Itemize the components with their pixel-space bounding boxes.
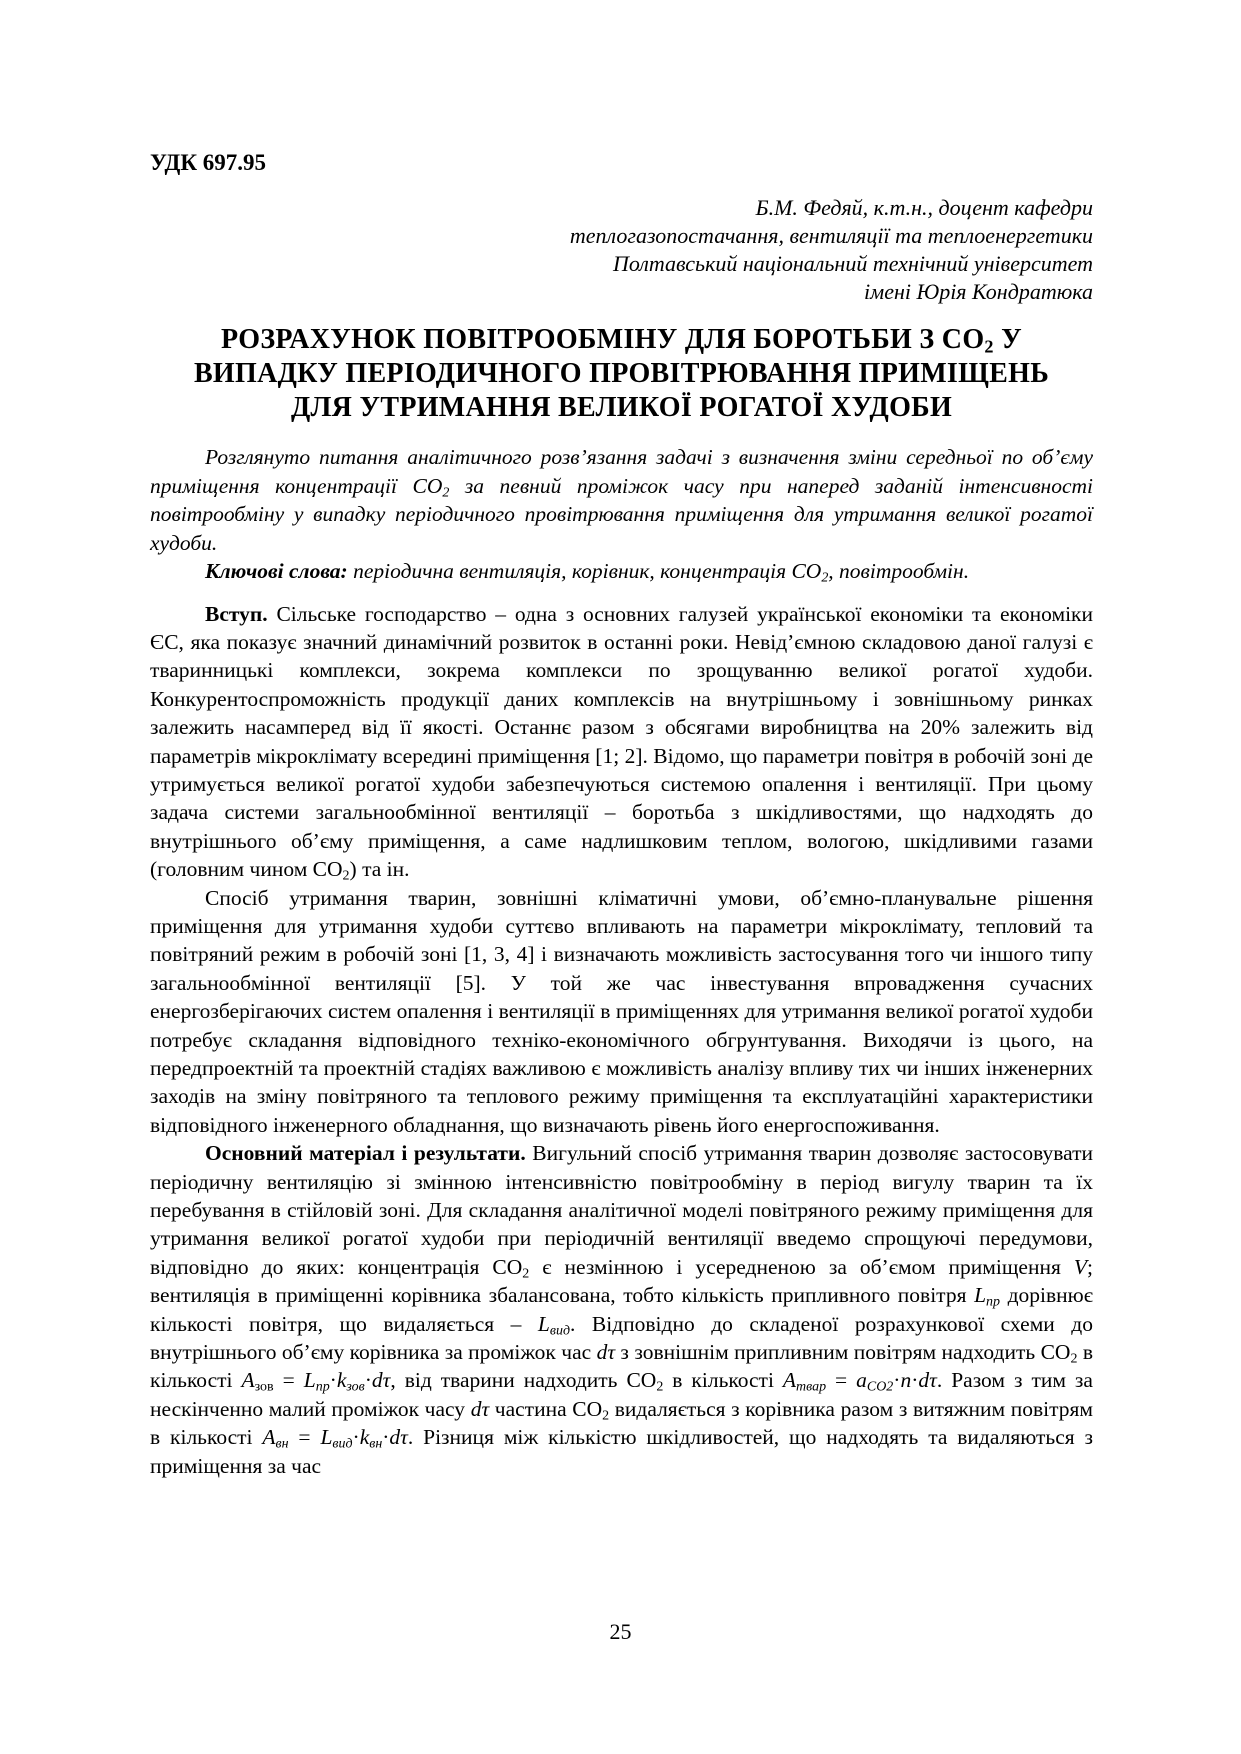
byline-line: теплогазопостачання, вентиляції та теплоенергетики — [569, 223, 1093, 248]
author-block — [150, 194, 1093, 306]
byline-line: Б.М. Федяй, к.т.н., доцент кафедри — [755, 195, 1093, 220]
paragraph: Вступ. Сільське господарство – одна з основних галузей української економіки та економіки ЄС, яка показує значний динамічний розвиток в останні роки. Невід’ємною складовою даної галузі є тваринницькі комплекси, зокрема комплекси по зрощуванню великої рогатої худоби. Конкурентоспроможність продукції даних комплексів на внутрішньому і зовнішньому ринках залежить насамперед від її якості. Останнє разом з обсягами виробництва на 20% залежить від параметрів мікроклімату всередині приміщення [1; 2]. Відомо, що параметри повітря в робочій зоні де утримується великої рогатої худоби забезпечуються системою опалення і вентиляції. При цьому задача системи загальнообмінної вентиляції – боротьба з шкідливостями, що надходять до внутрішнього об’єму приміщення, а саме надлишковим теплом, вологою, шкідливими газами (головним чином $CO_2$) та ін. — [150, 601, 1093, 884]
title-line: РОЗРАХУНОК ПОВІТРООБМІНУ ДЛЯ БОРОТЬБИ З $CO_2$ У — [221, 324, 1022, 357]
paragraph: Основний матеріал і результати. Вигульний спосіб утримання тварин дозволяє застосовувати періодичну вентиляцію зі змінною інтенсивністю повітрообміну в період вигулу тварин та їх перебування в стійловій зоні. Для складання аналітичної моделі повітряного режиму приміщення для утримання великої рогатої худоби при періодичній вентиляції введемо спрощуючі передумови, відповідно до яких: концентрація $CO_2$ є незмінною і усередненою за об’ємом приміщення V; вентиляція в приміщенні корівника збалансована, тобто кількість припливного повітря $L_{пр}$ дорівнює кількості повітря, що видаляється – $L_{вид}$. Відповідно до складеної розрахункової схеми до внутрішнього об’єму корівника за проміжок час dτ з зовнішнім припливним повітрям надходить $CO_2$ в кількості $А_{зов} = L_{пр}\cdot k_{зов}\cdot d\tau$, від тварини надходить $CO_2$ в кількості $А_{твар} = a_{CO2}\cdot n\cdot d\tau$. Разом з тим за нескінченно малий проміжок часу dτ частина $CO_2$ видаляється з корівника разом з витяжним повітрям в кількості $А_{вн} = L_{вид}\cdot k_{вн}\cdot d\tau$. Різниця між кількістю шкідливостей, що надходять та видаляються з приміщення за час — [150, 1141, 1094, 1478]
body-paragraphs — [150, 600, 1093, 1481]
byline-line: Полтавський національний технічний університет — [612, 251, 1093, 276]
keywords-line: Ключові слова: періодична вентиляція, корівник, концентрація $CO_2$, повітрообмін. — [205, 559, 970, 586]
page-content — [150, 150, 1093, 1480]
abstract-text: Розглянуто питання аналітичного розв’язання задачі з визначення зміни середньої по об’єму приміщення концентрації $CO_2$ за певний проміжок часу при наперед заданій інтенсивності повітрообміну у випадку періодичного провітрювання приміщення для утримання великої рогатої худоби. — [150, 445, 1093, 555]
udc-code: УДК 697.95 — [150, 150, 267, 175]
title-line: ДЛЯ УТРИМАННЯ ВЕЛИКОЇ РОГАТОЇ ХУДОБИ — [290, 392, 953, 423]
paragraph: Спосіб утримання тварин, зовнішні кліматичні умови, об’ємно-планувальне рішення приміщення для утримання худоби суттєво впливають на параметри мікроклімату, тепловий та повітряний режим в робочій зоні [1, 3, 4] і визначають можливість застосування того чи іншого типу загальнообмінної вентиляції [5]. У той же час інвестування впровадження сучасних енергозберігаючих систем опалення і вентиляції в приміщеннях для утримання великої рогатої худоби потребує складання відповідного техніко-економічного обгрунтування. Виходячи із цього, на передпроектній та проектній стадіях важливою є можливість аналізу впливу тих чи інших інженерних заходів на зміну повітряного та теплового режиму приміщення та експлуатаційні характеристики відповідного інженерного обладнання, що визначають рівень його енергоспоживання. — [150, 885, 1093, 1137]
title-line: ВИПАДКУ ПЕРІОДИЧНОГО ПРОВІТРЮВАННЯ ПРИМІЩЕНЬ — [193, 358, 1050, 389]
page-number: 25 — [609, 1619, 632, 1644]
byline-line: імені Юрія Кондратюка — [864, 279, 1093, 304]
article-title — [150, 323, 1093, 425]
